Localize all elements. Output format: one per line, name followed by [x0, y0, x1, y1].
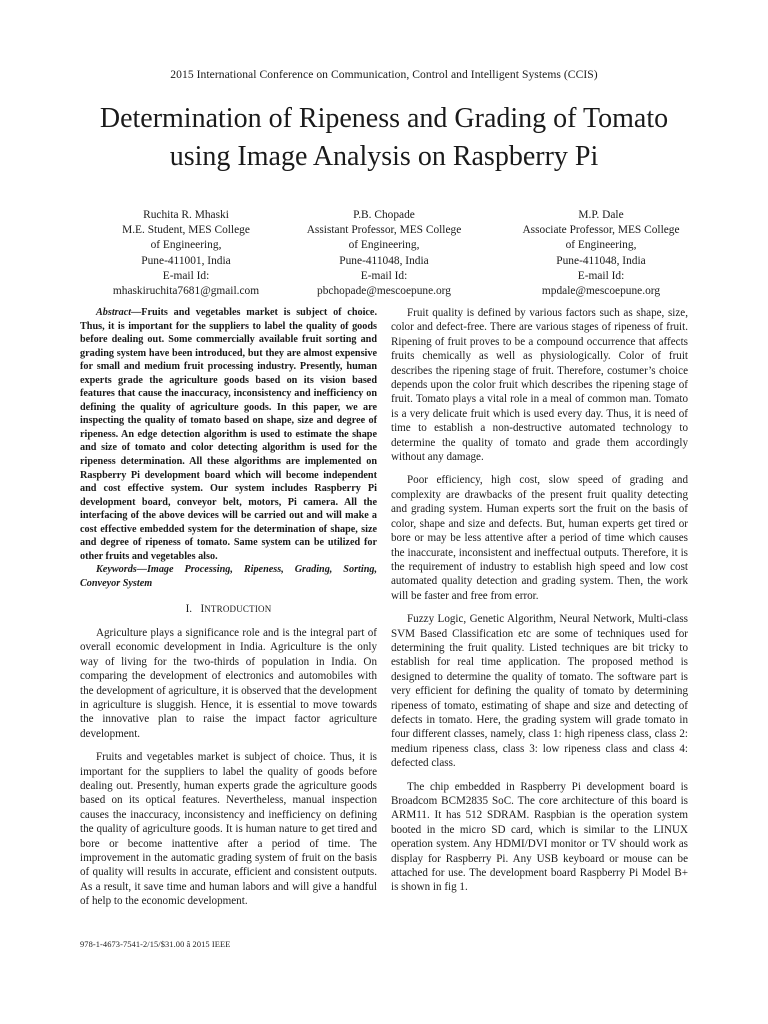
author-name: Ruchita R. Mhaski — [143, 209, 229, 221]
title-line-2: using Image Analysis on Raspberry Pi — [169, 141, 599, 172]
author-name: M.P. Dale — [578, 209, 624, 221]
author-location: Pune-411048, India — [556, 254, 646, 267]
copyright-footer: 978-1-4673-7541-2/15/$31.00 â 2015 IEEE — [80, 940, 231, 949]
author-location: Pune-411048, India — [339, 254, 429, 267]
author-institution: of Engineering, — [348, 239, 420, 252]
paragraph: Fruits and vegetables market is subject of choice. Thus, it is important for the suppliers to label the quality of goods before dealing out. Presently, human experts grade the agriculture goods based on its optical features. Nevertheless, manual inspection causes the inaccuracy, inconsistency and inefficiency on defining the quality of agriculture goods. It is human nature to get tired and bore or become inattentive after a period of time. The improvement in the automatic grading system of fruit on the basis of quality will results in accurate, efficient and consistent outputs. As a result, it save time and human labors and will give a handful of help to the economic development. — [80, 751, 377, 908]
author-email-label: E-mail Id: — [577, 269, 625, 282]
author-email-label: E-mail Id: — [162, 269, 210, 282]
author-3 — [481, 208, 721, 299]
paragraph: The chip embedded in Raspberry Pi development board is Broadcom BCM2835 SoC. The core architecture of this board is ARM11. It has 512 SDRAM. Raspbian is the operation system booted in the micro SD card, which is similar to the LINUX operation system. Any HDMI/DVI monitor or TV should work as display for Raspberry Pi. Any USB keyboard or mouse can be attached for use. The development board Raspberry Pi Model B+ is shown in fig 1. — [391, 780, 688, 894]
author-email: mpdale@mescoepune.org — [541, 285, 661, 298]
author-name: P.B. Chopade — [353, 209, 415, 221]
author-role: M.E. Student, MES College — [122, 224, 250, 237]
title-line-1: Determination of Ripeness and Grading of Tomato — [99, 103, 669, 134]
abstract-label: Abstract— — [96, 307, 142, 318]
right-column — [391, 306, 688, 904]
author-block — [0, 208, 768, 298]
left-column — [80, 306, 377, 918]
author-location: Pune-411001, India — [141, 254, 231, 267]
section-title-initial: I — [200, 603, 205, 616]
conference-header: 2015 International Conference on Communication, Control and Intelligent Systems (CCIS) — [170, 68, 598, 81]
author-email: pbchopade@mescoepune.org — [317, 285, 451, 298]
keywords — [80, 563, 377, 590]
section-title-rest: NTRODUCTION — [204, 604, 272, 615]
author-institution: of Engineering, — [150, 239, 222, 252]
keywords-label: Keywords— — [96, 564, 147, 576]
author-email: mhaskiruchita7681@gmail.com — [112, 285, 260, 298]
paragraph: Fruit quality is defined by various factors such as shape, size, color and defect-free. There are various stages of ripeness of fruit. Ripening of fruit proves to be a compound occurrence that affects fruits chemically as well as physiologically. Color of fruit describes the ripening stage of fruit. Therefore, costumer’s choice depends upon the color fruit which describes the ripening stage of fruit. Tomato plays a vital role in a meal of common man. Tomato is a very delicate fruit which is used every day. Thus, it is need of time to establish a non-destructive automated technology to determine the quality of tomato and grade them accordingly without any damage. — [391, 307, 688, 464]
paragraph: Fuzzy Logic, Genetic Algorithm, Neural Network, Multi-class SVM Based Classification etc are some of techniques used for determining the fruit quality. Listed techniques are bit tricky to establish for real time application. The proposed method is designed to determine the quality of tomato. The software part is very efficient for defining the quality of tomato by determining ripeness of tomato, estimating of shape and size and detecting of defects in tomato. Here, the grading system will grade tomato in four different classes, namely, class 1: high ripeness class, class 2: medium ripeness class, class 3: low ripeness class and class 4: defected class. — [391, 613, 688, 770]
paper-title — [40, 100, 728, 176]
author-2 — [264, 208, 504, 299]
abstract-text: Fruits and vegetables market is subject of choice. Thus, it is important for the suppliers to label the quality of goods before dealing out. Some commercially available fruit sorting and grading system have been introduced, but they are almost expensive for small and medium fruit processing industry. Presently, human experts grade the agriculture goods based on its vision based features that cause the inaccuracy, inconsistency and inefficiency on defining the quality of agriculture goods. In this paper, we are inspecting the quality of tomato based on shape, size and degree of ripeness. An edge detection algorithm is used to estimate the shape and size of tomato and color detecting algorithm is used for the ripeness determination. All these algorithms are implemented on Raspberry Pi development board which will become independent and cost effective system. Our system includes Raspberry Pi development board, conveyor belt, motors, Pi camera. All the interfacing of the above devices will be carried out and will make a cost effective embedded system for the determination of shape, size and degree of ripeness of tomato. Same system can be utilized for other fruits and vegetables also. — [80, 307, 377, 562]
author-role: Associate Professor, MES College — [522, 224, 680, 237]
author-institution: of Engineering, — [565, 239, 637, 252]
author-role: Assistant Professor, MES College — [306, 224, 462, 237]
abstract — [80, 306, 377, 563]
paragraph: Poor efficiency, high cost, slow speed of grading and complexity are drawbacks of the present fruit quality detecting and grading system. Human experts sort the fruit on the basis of color, shape and size and defects. But, human experts get tired or bore or may be less attentive after a period of time which causes the inaccurate, inconsistent and ineffectual outputs. Therefore, it is the requirement of industry to establish high speed and low cost automated quality detection and grading system. Then, the work will be faster and free from error. — [391, 474, 688, 602]
section-number: I. — [185, 603, 193, 616]
paragraph: Agriculture plays a significance role and is the integral part of overall economic development in India. Agriculture is the only way of living for the two-thirds of population in India. On comparing the development of electronics and automobiles with the development of agriculture, it is observed that the development in agriculture is sluggish. Hence, it is essential to move towards the innovative plan to raise the impact factor agriculture development. — [80, 626, 377, 740]
keywords-text: Image Processing, Ripeness, Grading, Sorting, Conveyor System — [80, 564, 377, 589]
author-email-label: E-mail Id: — [360, 269, 408, 282]
section-heading-introduction — [80, 602, 377, 616]
